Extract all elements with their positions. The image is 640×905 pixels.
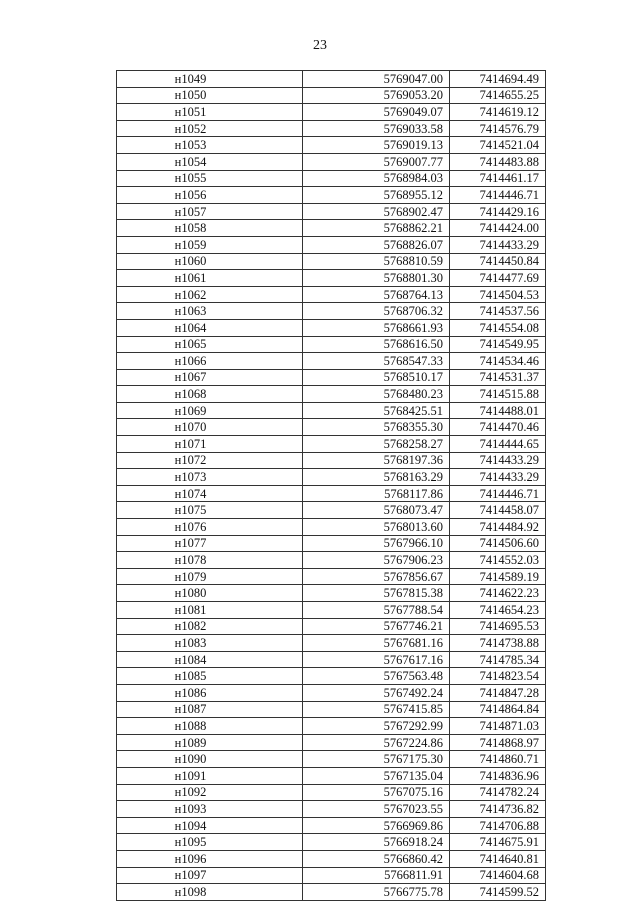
- point-name-cell: н1070: [117, 419, 303, 436]
- table-row: [117, 187, 546, 204]
- y-coordinate-cell: 7414736.82: [450, 801, 546, 818]
- point-name-cell: н1089: [117, 734, 303, 751]
- y-coordinate-cell: 7414694.49: [450, 71, 546, 88]
- y-coordinate-cell: 7414860.71: [450, 751, 546, 768]
- x-coordinate-cell: 5768425.51: [303, 402, 450, 419]
- y-coordinate-cell: 7414654.23: [450, 602, 546, 619]
- table-row: [117, 419, 546, 436]
- x-coordinate-cell: 5768764.13: [303, 286, 450, 303]
- point-name-cell: н1057: [117, 203, 303, 220]
- table-row: [117, 519, 546, 536]
- point-name-cell: н1077: [117, 535, 303, 552]
- table-row: [117, 867, 546, 884]
- x-coordinate-cell: 5767815.38: [303, 585, 450, 602]
- x-coordinate-cell: 5767966.10: [303, 535, 450, 552]
- x-coordinate-cell: 5767292.99: [303, 718, 450, 735]
- point-name-cell: н1083: [117, 635, 303, 652]
- y-coordinate-cell: 7414847.28: [450, 684, 546, 701]
- y-coordinate-cell: 7414738.88: [450, 635, 546, 652]
- y-coordinate-cell: 7414599.52: [450, 884, 546, 901]
- x-coordinate-cell: 5767175.30: [303, 751, 450, 768]
- x-coordinate-cell: 5766811.91: [303, 867, 450, 884]
- point-name-cell: н1073: [117, 469, 303, 486]
- point-name-cell: н1051: [117, 104, 303, 121]
- point-name-cell: н1072: [117, 452, 303, 469]
- x-coordinate-cell: 5768480.23: [303, 386, 450, 403]
- point-name-cell: н1050: [117, 87, 303, 104]
- table-row: [117, 104, 546, 121]
- point-name-cell: н1067: [117, 369, 303, 386]
- y-coordinate-cell: 7414706.88: [450, 817, 546, 834]
- point-name-cell: н1095: [117, 834, 303, 851]
- point-name-cell: н1059: [117, 236, 303, 253]
- x-coordinate-cell: 5768706.32: [303, 303, 450, 320]
- y-coordinate-cell: 7414424.00: [450, 220, 546, 237]
- x-coordinate-cell: 5766775.78: [303, 884, 450, 901]
- x-coordinate-cell: 5767224.86: [303, 734, 450, 751]
- point-name-cell: н1058: [117, 220, 303, 237]
- point-name-cell: н1088: [117, 718, 303, 735]
- y-coordinate-cell: 7414868.97: [450, 734, 546, 751]
- table-row: [117, 635, 546, 652]
- y-coordinate-cell: 7414531.37: [450, 369, 546, 386]
- x-coordinate-cell: 5767746.21: [303, 618, 450, 635]
- y-coordinate-cell: 7414433.29: [450, 452, 546, 469]
- x-coordinate-cell: 5767563.48: [303, 668, 450, 685]
- table-row: [117, 651, 546, 668]
- point-name-cell: н1085: [117, 668, 303, 685]
- y-coordinate-cell: 7414504.53: [450, 286, 546, 303]
- page-number: 23: [313, 38, 327, 53]
- y-coordinate-cell: 7414483.88: [450, 153, 546, 170]
- point-name-cell: н1092: [117, 784, 303, 801]
- x-coordinate-cell: 5768073.47: [303, 502, 450, 519]
- point-name-cell: н1094: [117, 817, 303, 834]
- table-row: [117, 850, 546, 867]
- point-name-cell: н1081: [117, 602, 303, 619]
- point-name-cell: н1052: [117, 120, 303, 137]
- x-coordinate-cell: 5768510.17: [303, 369, 450, 386]
- table-row: [117, 369, 546, 386]
- point-name-cell: н1062: [117, 286, 303, 303]
- point-name-cell: н1054: [117, 153, 303, 170]
- x-coordinate-cell: 5768163.29: [303, 469, 450, 486]
- table-row: [117, 87, 546, 104]
- y-coordinate-cell: 7414836.96: [450, 767, 546, 784]
- x-coordinate-cell: 5767415.85: [303, 701, 450, 718]
- y-coordinate-cell: 7414785.34: [450, 651, 546, 668]
- point-name-cell: н1075: [117, 502, 303, 519]
- table-row: [117, 602, 546, 619]
- table-row: [117, 386, 546, 403]
- y-coordinate-cell: 7414444.65: [450, 436, 546, 453]
- y-coordinate-cell: 7414782.24: [450, 784, 546, 801]
- x-coordinate-cell: 5768862.21: [303, 220, 450, 237]
- x-coordinate-cell: 5768616.50: [303, 336, 450, 353]
- table-row: [117, 270, 546, 287]
- x-coordinate-cell: 5768801.30: [303, 270, 450, 287]
- y-coordinate-cell: 7414871.03: [450, 718, 546, 735]
- table-row: [117, 253, 546, 270]
- table-row: [117, 170, 546, 187]
- table-row: [117, 502, 546, 519]
- y-coordinate-cell: 7414477.69: [450, 270, 546, 287]
- x-coordinate-cell: 5768355.30: [303, 419, 450, 436]
- table-row: [117, 767, 546, 784]
- y-coordinate-cell: 7414429.16: [450, 203, 546, 220]
- table-row: [117, 120, 546, 137]
- y-coordinate-cell: 7414537.56: [450, 303, 546, 320]
- y-coordinate-cell: 7414549.95: [450, 336, 546, 353]
- table-row: [117, 684, 546, 701]
- table-row: [117, 784, 546, 801]
- y-coordinate-cell: 7414446.71: [450, 485, 546, 502]
- table-row: [117, 552, 546, 569]
- y-coordinate-cell: 7414515.88: [450, 386, 546, 403]
- point-name-cell: н1091: [117, 767, 303, 784]
- x-coordinate-cell: 5768117.86: [303, 485, 450, 502]
- x-coordinate-cell: 5767856.67: [303, 568, 450, 585]
- y-coordinate-cell: 7414554.08: [450, 319, 546, 336]
- y-coordinate-cell: 7414484.92: [450, 519, 546, 536]
- table-row: [117, 220, 546, 237]
- x-coordinate-cell: 5768258.27: [303, 436, 450, 453]
- point-name-cell: н1078: [117, 552, 303, 569]
- table-row: [117, 353, 546, 370]
- table-row: [117, 402, 546, 419]
- point-name-cell: н1084: [117, 651, 303, 668]
- table-row: [117, 71, 546, 88]
- point-name-cell: н1063: [117, 303, 303, 320]
- y-coordinate-cell: 7414576.79: [450, 120, 546, 137]
- point-name-cell: н1098: [117, 884, 303, 901]
- x-coordinate-cell: 5769049.07: [303, 104, 450, 121]
- x-coordinate-cell: 5767617.16: [303, 651, 450, 668]
- table-row: [117, 286, 546, 303]
- point-name-cell: н1096: [117, 850, 303, 867]
- table-row: [117, 153, 546, 170]
- y-coordinate-cell: 7414461.17: [450, 170, 546, 187]
- y-coordinate-cell: 7414695.53: [450, 618, 546, 635]
- x-coordinate-cell: 5767023.55: [303, 801, 450, 818]
- y-coordinate-cell: 7414534.46: [450, 353, 546, 370]
- y-coordinate-cell: 7414470.46: [450, 419, 546, 436]
- table-row: [117, 469, 546, 486]
- table-row: [117, 618, 546, 635]
- table-row: [117, 535, 546, 552]
- table-row: [117, 203, 546, 220]
- table-row: [117, 568, 546, 585]
- point-name-cell: н1087: [117, 701, 303, 718]
- table-row: [117, 436, 546, 453]
- table-row: [117, 452, 546, 469]
- y-coordinate-cell: 7414604.68: [450, 867, 546, 884]
- y-coordinate-cell: 7414864.84: [450, 701, 546, 718]
- x-coordinate-cell: 5769033.58: [303, 120, 450, 137]
- table-row: [117, 817, 546, 834]
- x-coordinate-cell: 5766918.24: [303, 834, 450, 851]
- point-name-cell: н1061: [117, 270, 303, 287]
- table-row: [117, 236, 546, 253]
- x-coordinate-cell: 5767788.54: [303, 602, 450, 619]
- table-row: [117, 303, 546, 320]
- x-coordinate-cell: 5768547.33: [303, 353, 450, 370]
- point-name-cell: н1056: [117, 187, 303, 204]
- x-coordinate-cell: 5768955.12: [303, 187, 450, 204]
- y-coordinate-cell: 7414823.54: [450, 668, 546, 685]
- x-coordinate-cell: 5768661.93: [303, 319, 450, 336]
- y-coordinate-cell: 7414552.03: [450, 552, 546, 569]
- coordinates-table-body: [117, 71, 546, 901]
- y-coordinate-cell: 7414433.29: [450, 236, 546, 253]
- table-row: [117, 485, 546, 502]
- y-coordinate-cell: 7414458.07: [450, 502, 546, 519]
- point-name-cell: н1066: [117, 353, 303, 370]
- y-coordinate-cell: 7414619.12: [450, 104, 546, 121]
- table-row: [117, 801, 546, 818]
- y-coordinate-cell: 7414433.29: [450, 469, 546, 486]
- x-coordinate-cell: 5769007.77: [303, 153, 450, 170]
- point-name-cell: н1079: [117, 568, 303, 585]
- y-coordinate-cell: 7414446.71: [450, 187, 546, 204]
- point-name-cell: н1071: [117, 436, 303, 453]
- coordinates-table: [116, 70, 546, 901]
- x-coordinate-cell: 5766860.42: [303, 850, 450, 867]
- table-row: [117, 884, 546, 901]
- y-coordinate-cell: 7414622.23: [450, 585, 546, 602]
- table-row: [117, 718, 546, 735]
- table-row: [117, 137, 546, 154]
- x-coordinate-cell: 5767075.16: [303, 784, 450, 801]
- table-row: [117, 585, 546, 602]
- y-coordinate-cell: 7414488.01: [450, 402, 546, 419]
- point-name-cell: н1053: [117, 137, 303, 154]
- point-name-cell: н1055: [117, 170, 303, 187]
- point-name-cell: н1065: [117, 336, 303, 353]
- point-name-cell: н1080: [117, 585, 303, 602]
- x-coordinate-cell: 5769019.13: [303, 137, 450, 154]
- x-coordinate-cell: 5768197.36: [303, 452, 450, 469]
- y-coordinate-cell: 7414640.81: [450, 850, 546, 867]
- y-coordinate-cell: 7414506.60: [450, 535, 546, 552]
- x-coordinate-cell: 5767906.23: [303, 552, 450, 569]
- x-coordinate-cell: 5768013.60: [303, 519, 450, 536]
- point-name-cell: н1082: [117, 618, 303, 635]
- point-name-cell: н1064: [117, 319, 303, 336]
- y-coordinate-cell: 7414450.84: [450, 253, 546, 270]
- x-coordinate-cell: 5768902.47: [303, 203, 450, 220]
- table-row: [117, 336, 546, 353]
- point-name-cell: н1069: [117, 402, 303, 419]
- y-coordinate-cell: 7414521.04: [450, 137, 546, 154]
- x-coordinate-cell: 5767492.24: [303, 684, 450, 701]
- point-name-cell: н1093: [117, 801, 303, 818]
- x-coordinate-cell: 5767681.16: [303, 635, 450, 652]
- x-coordinate-cell: 5768984.03: [303, 170, 450, 187]
- y-coordinate-cell: 7414655.25: [450, 87, 546, 104]
- x-coordinate-cell: 5767135.04: [303, 767, 450, 784]
- table-row: [117, 668, 546, 685]
- table-row: [117, 701, 546, 718]
- point-name-cell: н1086: [117, 684, 303, 701]
- x-coordinate-cell: 5766969.86: [303, 817, 450, 834]
- point-name-cell: н1090: [117, 751, 303, 768]
- table-row: [117, 319, 546, 336]
- point-name-cell: н1074: [117, 485, 303, 502]
- point-name-cell: н1076: [117, 519, 303, 536]
- x-coordinate-cell: 5768826.07: [303, 236, 450, 253]
- x-coordinate-cell: 5768810.59: [303, 253, 450, 270]
- table-row: [117, 751, 546, 768]
- x-coordinate-cell: 5769047.00: [303, 71, 450, 88]
- table-row: [117, 734, 546, 751]
- point-name-cell: н1060: [117, 253, 303, 270]
- point-name-cell: н1049: [117, 71, 303, 88]
- point-name-cell: н1097: [117, 867, 303, 884]
- table-row: [117, 834, 546, 851]
- y-coordinate-cell: 7414589.19: [450, 568, 546, 585]
- y-coordinate-cell: 7414675.91: [450, 834, 546, 851]
- x-coordinate-cell: 5769053.20: [303, 87, 450, 104]
- point-name-cell: н1068: [117, 386, 303, 403]
